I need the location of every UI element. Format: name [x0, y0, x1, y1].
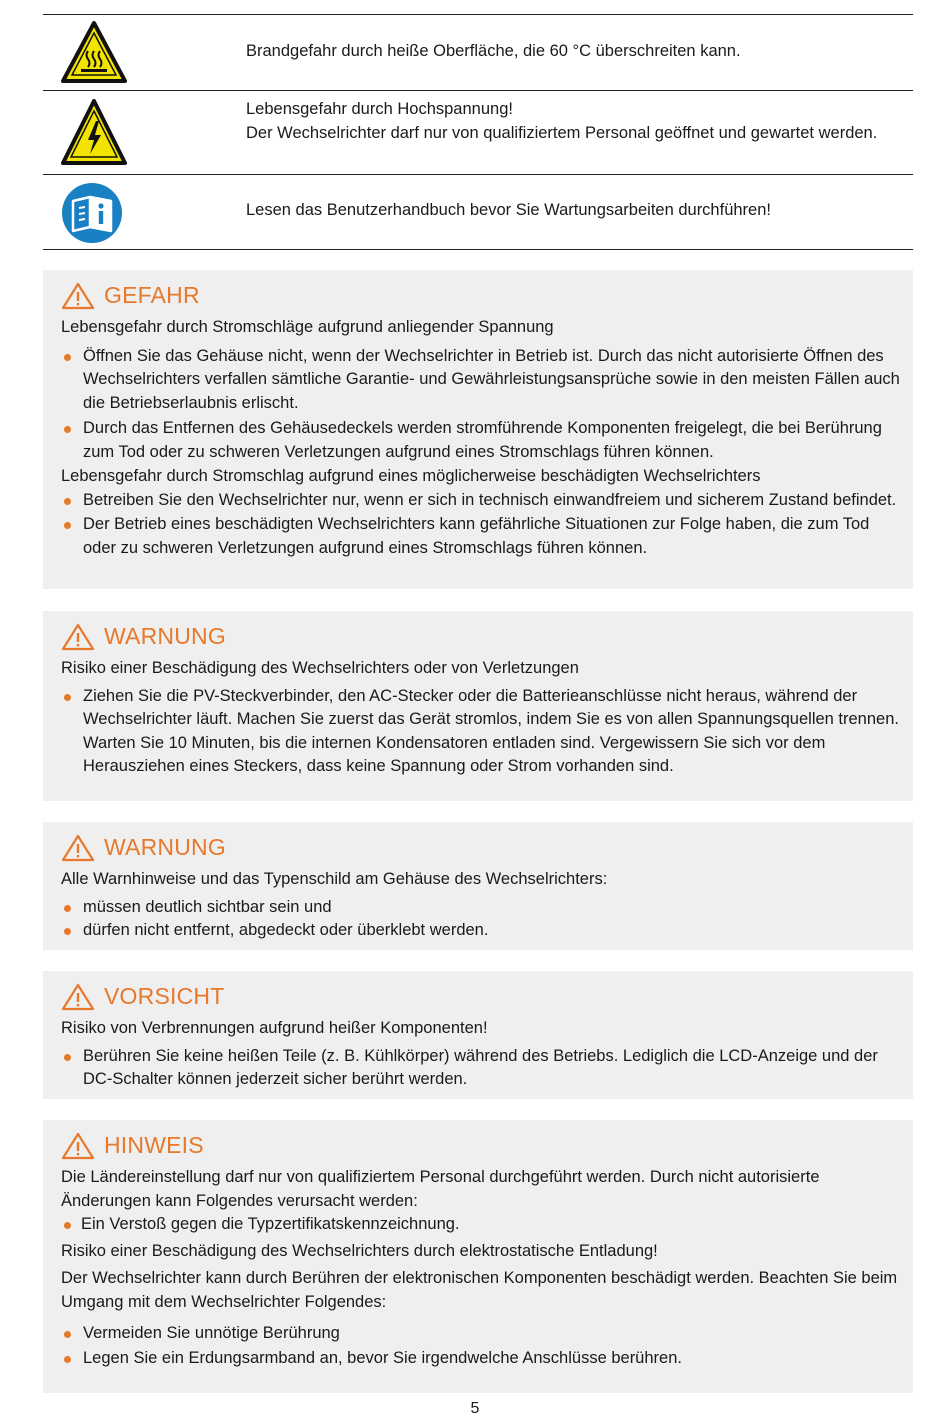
warning-box [43, 611, 913, 801]
page-number: 5 [470, 1400, 480, 1417]
read-manual-icon [61, 182, 123, 244]
symbol-description [246, 98, 883, 145]
box-title [61, 622, 901, 652]
box-paragraph: Risiko einer Beschädigung des Wechselrichters oder von Verletzungen [61, 659, 579, 677]
symbol-text-line: Lesen das Benutzerhandbuch bevor Sie Wartungsarbeiten durchführen! [246, 201, 771, 219]
bullet-item: Durch das Entfernen des Gehäusedeckels werden stromführende Komponenten freigelegt, die bei Berührung zum Tod oder zu schweren Verletzungen aufgrund eines Stromschlags führen können. [61, 417, 901, 464]
symbol-description [246, 40, 883, 64]
box-title-text: GEFAHR [104, 282, 200, 309]
hot-surface-warning-icon [61, 21, 127, 83]
box-title [61, 833, 901, 863]
box-title-text: WARNUNG [104, 834, 226, 861]
bullet-item: Öffnen Sie das Gehäuse nicht, wenn der Wechselrichter in Betrieb ist. Durch das nicht autorisierte Öffnen des Wechselrichters verfallen sämtliche Garantie- und Gewährleistungsansprüche sowie in den meisten Fällen auch die Betriebserlaubnis erlischt. [61, 345, 901, 416]
symbol-text-line: Der Wechselrichter darf nur von qualifiziertem Personal geöffnet und gewartet werden. [246, 123, 878, 142]
box-content [61, 657, 901, 779]
warning-triangle-icon [61, 983, 95, 1011]
box-content [61, 868, 901, 943]
box-title-text: VORSICHT [104, 983, 225, 1010]
box-paragraph: Lebensgefahr durch Stromschlag aufgrund eines möglicherweise beschädigten Wechselrichters [61, 467, 761, 485]
box-content [61, 1166, 901, 1370]
box-paragraph: Risiko von Verbrennungen aufgrund heißer Komponenten! [61, 1019, 488, 1037]
caution-box [43, 971, 913, 1099]
box-content [61, 316, 901, 560]
bullet-item: Legen Sie ein Erdungsarmband an, bevor Sie irgendwelche Anschlüsse berühren. [61, 1347, 901, 1371]
box-paragraph: Die Ländereinstellung darf nur von qualifiziertem Personal durchgeführt werden. Durch nicht autorisierte Änderungen kann Folgendes verursacht werden: [61, 1168, 820, 1210]
symbol-description [246, 199, 883, 223]
box-content [61, 1017, 901, 1092]
box-paragraph: Alle Warnhinweise und das Typenschild am Gehäuse des Wechselrichters: [61, 870, 608, 888]
bullet-item: Ziehen Sie die PV-Steckverbinder, den AC-Stecker oder die Batterieanschlüsse nicht heraus, während der Wechselrichter läuft. Machen Sie zuerst das Gerät stromlos, indem Sie es von allen Spannungsquellen trennen. Warten Sie 10 Minuten, bis die internen Kondensatoren entladen sind. Vergewissern Sie sich vor dem Herausziehen eines Steckers, dass keine Spannung oder Strom vorhanden sind. [61, 685, 901, 779]
box-title-text: HINWEIS [104, 1132, 204, 1159]
warning-triangle-icon [61, 282, 95, 310]
symbol-row-high-voltage [43, 90, 913, 174]
symbol-table [43, 14, 913, 250]
high-voltage-warning-icon [61, 99, 127, 165]
bullet-item: müssen deutlich sichtbar sein und [61, 896, 901, 920]
bullet-item: Betreiben Sie den Wechselrichter nur, wenn er sich in technisch einwandfreiem und sicherem Zustand befindet. [61, 489, 901, 513]
box-title [61, 982, 901, 1012]
notice-box [43, 1120, 913, 1393]
bullet-item: dürfen nicht entfernt, abgedeckt oder überklebt werden. [61, 919, 901, 943]
bullet-item: Ein Verstoß gegen die Typzertifikatskennzeichnung. [61, 1213, 901, 1237]
bullet-item: Berühren Sie keine heißen Teile (z. B. Kühlkörper) während des Betriebs. Lediglich die LCD-Anzeige und der DC-Schalter können jederzeit sicher berührt werden. [61, 1045, 901, 1092]
box-paragraph: Risiko einer Beschädigung des Wechselrichters durch elektrostatische Entladung! [61, 1241, 658, 1260]
bullet-item: Der Betrieb eines beschädigten Wechselrichters kann gefährliche Situationen zur Folge haben, die zum Tod oder zu schweren Verletzungen aufgrund eines Stromschlags führen können. [61, 513, 901, 560]
symbol-row-hot-surface [43, 14, 913, 90]
box-paragraph: Der Wechselrichter kann durch Berühren der elektronischen Komponenten beschädigt werden. Beachten Sie beim Umgang mit dem Wechselrichter Folgendes: [61, 1269, 898, 1311]
symbol-text-line: Brandgefahr durch heiße Oberfläche, die 60 °C überschreiten kann. [246, 42, 741, 60]
warning-box [43, 822, 913, 950]
warning-triangle-icon [61, 623, 95, 651]
symbol-row-read-manual [43, 174, 913, 250]
warning-triangle-icon [61, 834, 95, 862]
warning-triangle-icon [61, 1132, 95, 1160]
bullet-item: Vermeiden Sie unnötige Berührung [61, 1322, 901, 1346]
box-title [61, 281, 901, 311]
symbol-text-line: Lebensgefahr durch Hochspannung! [246, 100, 513, 118]
danger-box [43, 270, 913, 589]
box-paragraph: Lebensgefahr durch Stromschläge aufgrund anliegender Spannung [61, 318, 554, 336]
box-title-text: WARNUNG [104, 623, 226, 650]
box-title [61, 1131, 901, 1161]
